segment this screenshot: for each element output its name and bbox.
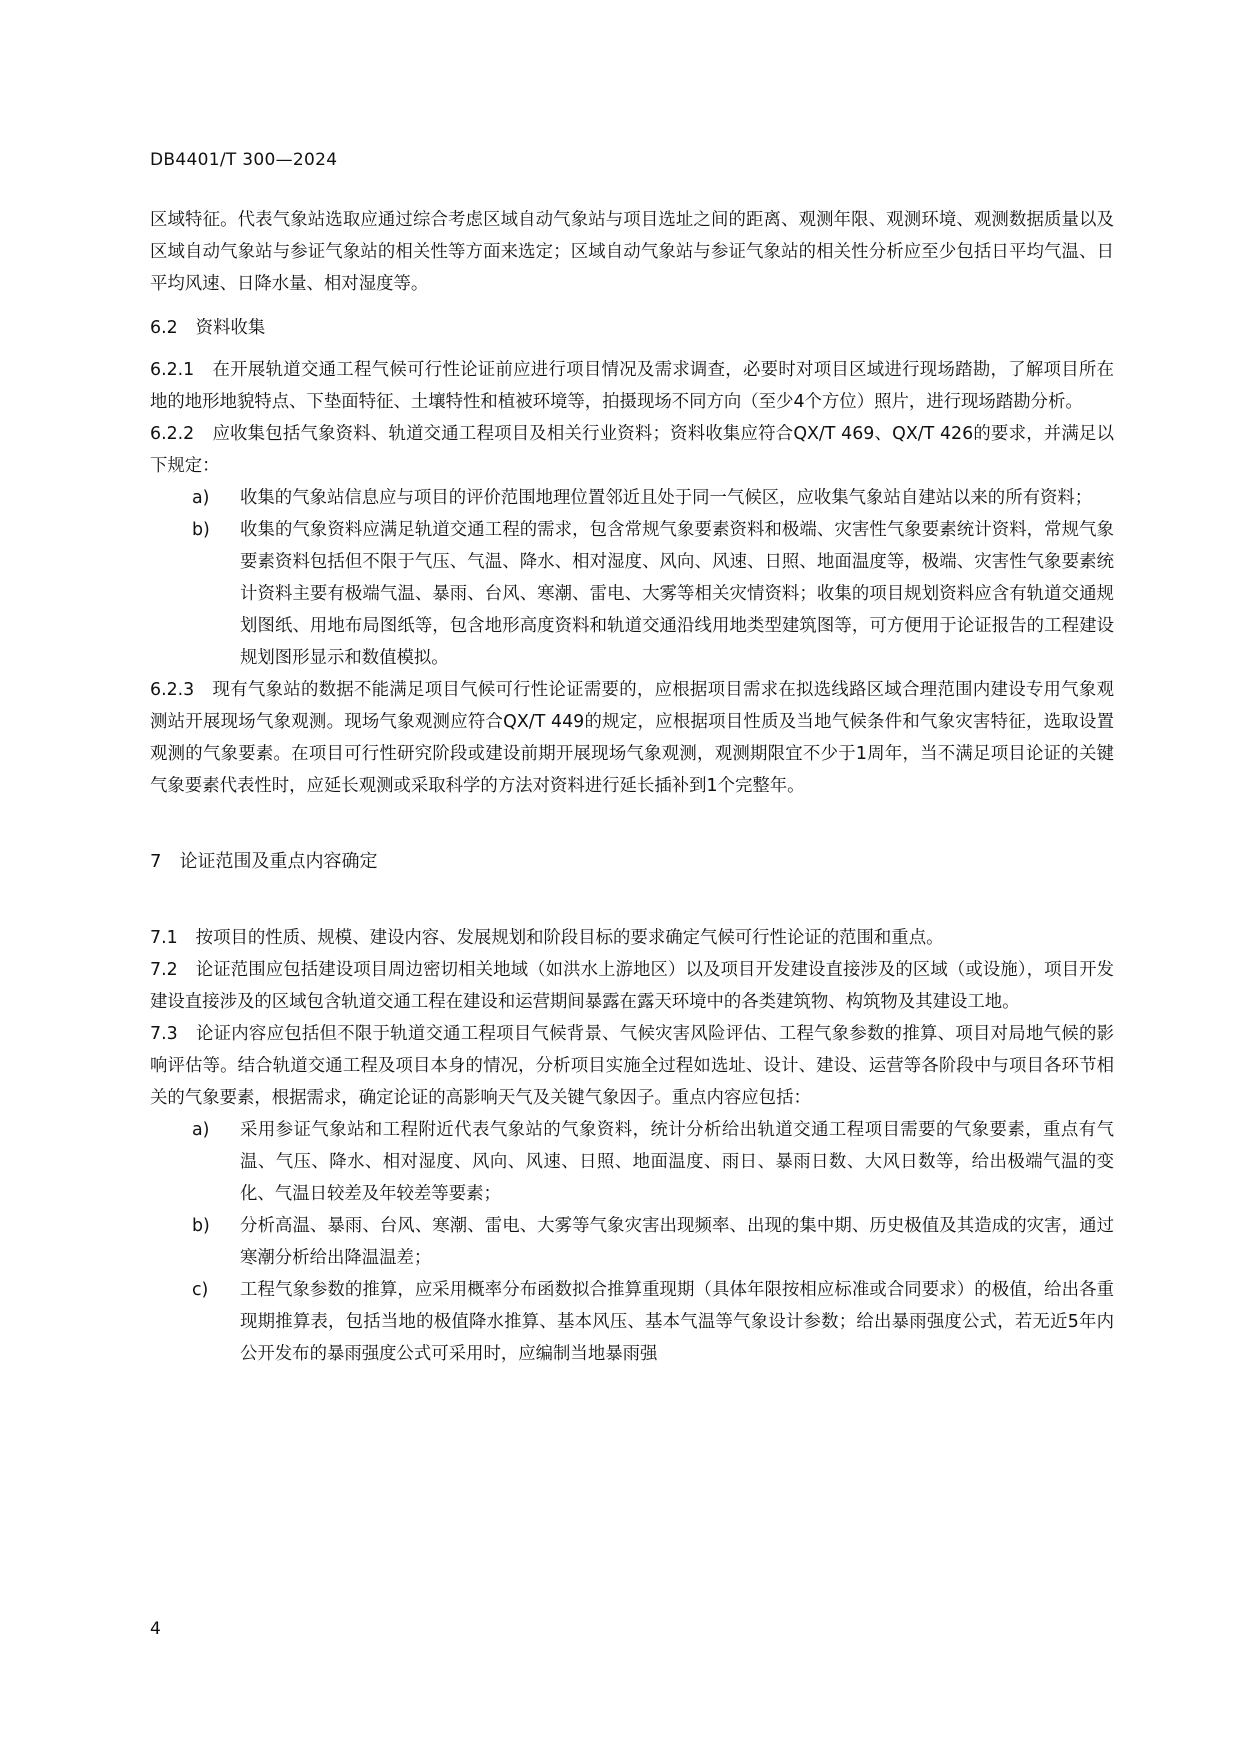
body-paragraph: 区域特征。代表气象站选取应通过综合考虑区域自动气象站与项目选址之间的距离、观测年限、观测环境、观测数据质量以及区域自动气象站与参证气象站的相关性等方面来选定；区域自动气象站与参证气象站的相关性分析应至少包括日平均气温、日平均风速、日降水量、相对湿度等。 [150, 210, 1114, 294]
clause-text: 现有气象站的数据不能满足项目气候可行性论证需要的，应根据项目需求在拟选线路区域合理范围内建设专用气象观测站开展现场气象观测。现场气象观测应符合QX/T 449的规定，应根据项目性质及当地气候条件和气象灾害特征，选取设置观测的气象要素。在项目可行性研究阶段或建设前期开展现场气象观测，观测期限宜不少于1周年，当不满足项目论证的关键气象要素代表性时，应延长观测或采取科学的方法对资料进行延长插补到1个完整年。 [150, 680, 1114, 796]
clause-number: 6.2 [150, 318, 178, 338]
clause-text: 论证范围及重点内容确定 [179, 851, 378, 872]
numbered-clause [150, 674, 1114, 802]
list-item-text: 分析高温、暴雨、台风、寒潮、雷电、大雾等气象灾害出现频率、出现的集中期、历史极值及其造成的灾害，通过寒潮分析给出降温温差； [240, 1216, 1114, 1268]
clause-number: 6.2.3 [150, 680, 195, 700]
list-item-marker: a) [192, 1120, 210, 1140]
list-item [150, 1114, 1114, 1210]
document-code-header: DB4401/T 300—2024 [150, 150, 338, 170]
list-item [150, 482, 1114, 514]
numbered-clause [150, 354, 1114, 418]
list-item-marker: b) [192, 1216, 210, 1236]
list-item-text: 收集的气象资料应满足轨道交通工程的需求，包含常规气象要素资料和极端、灾害性气象要素统计资料，常规气象要素资料包括但不限于气压、气温、降水、相对湿度、风向、风速、日照、地面温度等，极端、灾害性气象要素统计资料主要有极端气温、暴雨、台风、寒潮、雷电、大雾等相关灾情资料；收集的项目规划资料应含有轨道交通规划图纸、用地布局图纸等，包含地形高度资料和轨道交通沿线用地类型建筑图等，可方便用于论证报告的工程建设规划图形显示和数值模拟。 [240, 520, 1114, 668]
numbered-clause [150, 418, 1114, 482]
clause-text: 论证范围应包括建设项目周边密切相关地域（如洪水上游地区）以及项目开发建设直接涉及的区域（或设施），项目开发建设直接涉及的区域包含轨道交通工程在建设和运营期间暴露在露天环境中的各类建筑物、构筑物及其建设工地。 [150, 960, 1114, 1012]
numbered-clause [150, 954, 1114, 1018]
numbered-clause [150, 1018, 1114, 1114]
list-item-marker: c) [192, 1280, 209, 1300]
clause-text: 按项目的性质、规模、建设内容、发展规划和阶段目标的要求确定气候可行性论证的范围和重点。 [195, 928, 944, 948]
page-number: 4 [150, 1619, 161, 1639]
list-item [150, 1274, 1114, 1370]
clause-number: 7 [150, 851, 162, 872]
clause-number: 7.1 [150, 928, 178, 948]
numbered-clause [150, 922, 1114, 954]
clause-number: 6.2.1 [150, 360, 195, 380]
clause-text: 资料收集 [195, 318, 266, 338]
section-heading [150, 846, 1114, 878]
list-item-text: 工程气象参数的推算，应采用概率分布函数拟合推算重现期（具体年限按相应标准或合同要求）的极值，给出各重现期推算表，包括当地的极值降水推算、基本风压、基本气温等气象设计参数；给出暴雨强度公式，若无近5年内公开发布的暴雨强度公式可采用时，应编制当地暴雨强 [240, 1280, 1114, 1364]
list-item [150, 514, 1114, 674]
list-item-marker: a) [192, 488, 210, 508]
clause-number: 6.2.2 [150, 424, 195, 444]
list-item-marker: b) [192, 520, 210, 540]
clause-text: 在开展轨道交通工程气候可行性论证前应进行项目情况及需求调查，必要时对项目区域进行现场踏勘，了解项目所在地的地形地貌特点、下垫面特征、土壤特性和植被环境等，拍摄现场不同方向（至少4个方位）照片，进行现场踏勘分析。 [150, 360, 1114, 412]
list-item-text: 收集的气象站信息应与项目的评价范围地理位置邻近且处于同一气候区，应收集气象站自建站以来的所有资料； [240, 488, 1093, 508]
clause-number: 7.3 [150, 1024, 178, 1044]
list-item [150, 1210, 1114, 1274]
clause-number: 7.2 [150, 960, 178, 980]
list-item-text: 采用参证气象站和工程附近代表气象站的气象资料，统计分析给出轨道交通工程项目需要的气象要素，重点有气温、气压、降水、相对湿度、风向、风速、日照、地面温度、雨日、暴雨日数、大风日数等，给出极端气温的变化、气温日较差及年较差等要素； [240, 1120, 1114, 1204]
section-heading [150, 312, 1114, 344]
clause-text: 应收集包括气象资料、轨道交通工程项目及相关行业资料；资料收集应符合QX/T 469、QX/T 426的要求，并满足以下规定： [150, 424, 1114, 476]
document-body [150, 204, 1114, 1370]
clause-text: 论证内容应包括但不限于轨道交通工程项目气候背景、气候灾害风险评估、工程气象参数的推算、项目对局地气候的影响评估等。结合轨道交通工程及项目本身的情况，分析项目实施全过程如选址、设计、建设、运营等各阶段中与项目各环节相关的气象要素，根据需求，确定论证的高影响天气及关键气象因子。重点内容应包括： [150, 1024, 1114, 1108]
